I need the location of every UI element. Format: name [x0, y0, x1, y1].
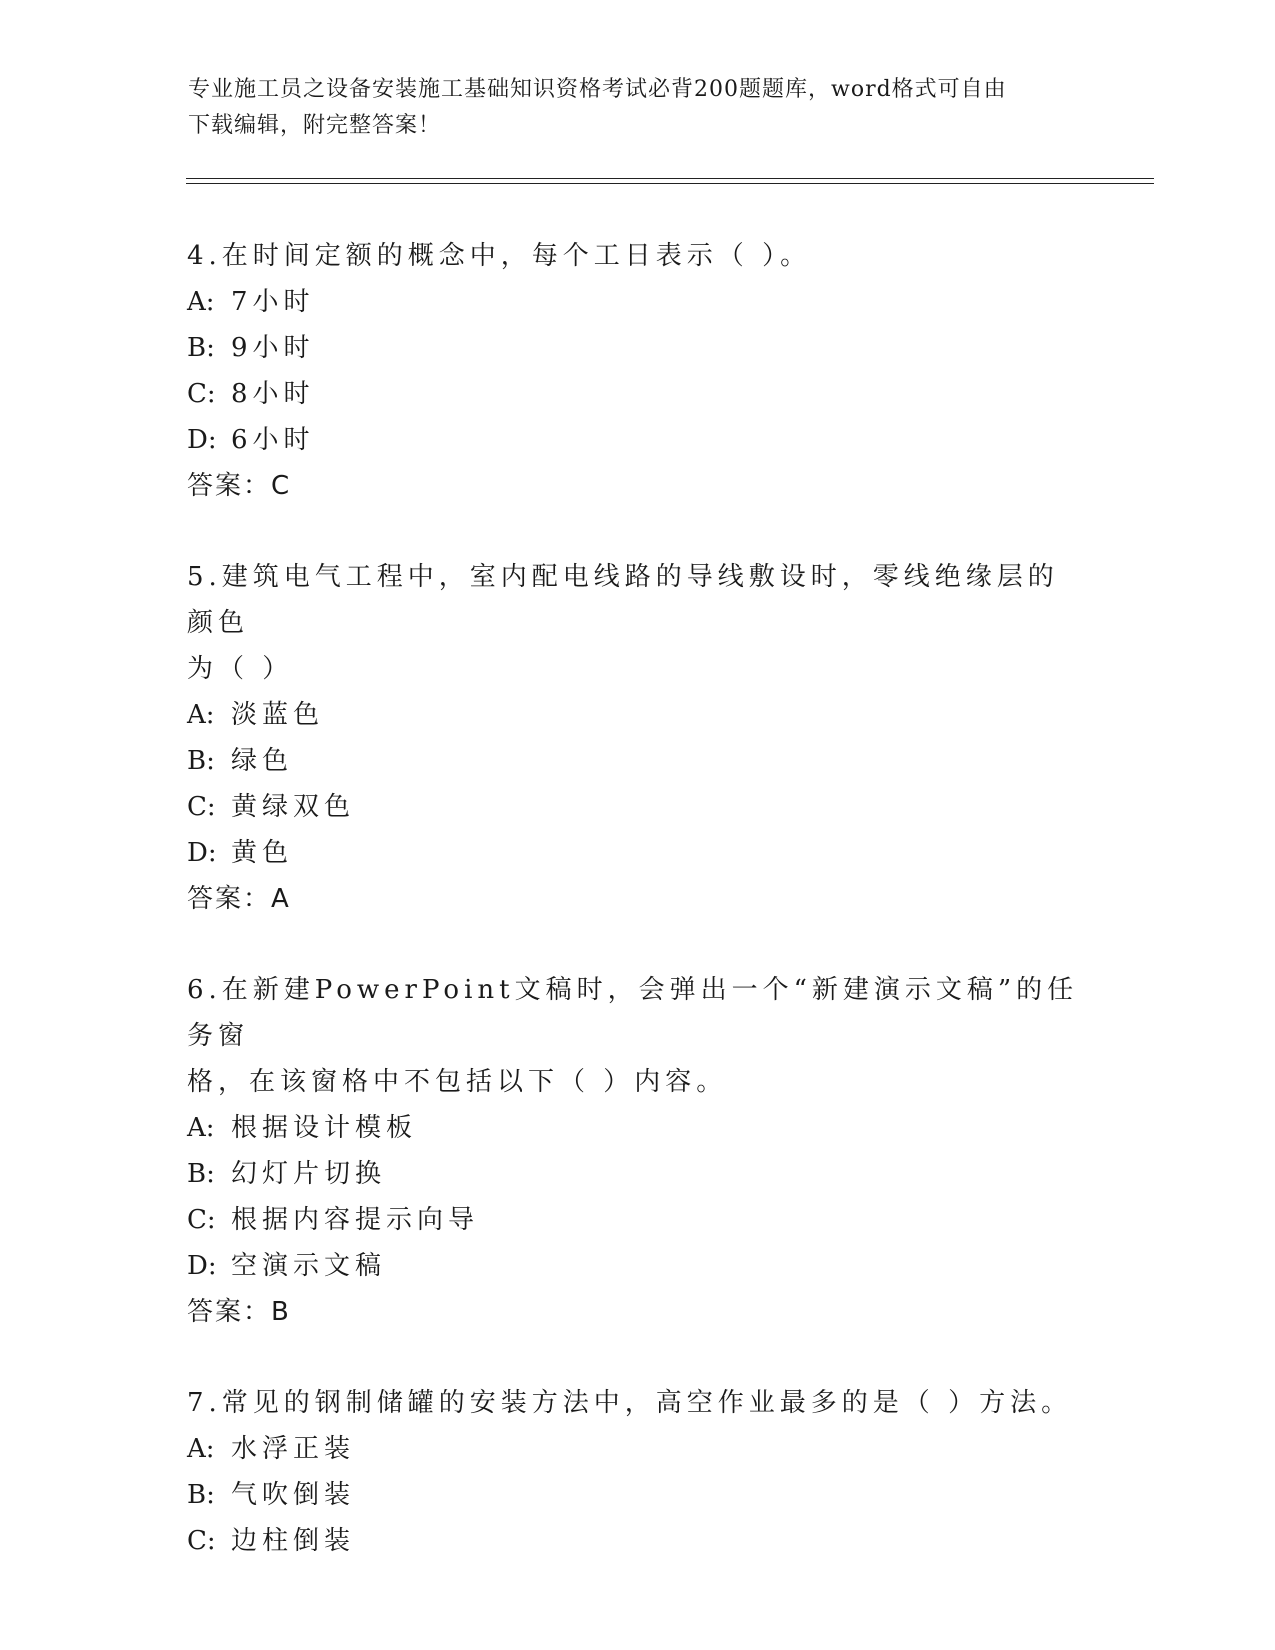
- document-header: [188, 72, 1088, 144]
- option-d: [187, 830, 1087, 876]
- question-stem: 5.建筑电气工程中，室内配电线路的导线敷设时，零线绝缘层的颜色: [187, 562, 1059, 638]
- header-line-1: 专业施工员之设备安装施工基础知识资格考试必背200题题库，word格式可自由: [188, 77, 1007, 102]
- header-divider-top: [186, 178, 1154, 179]
- question-stem-continued: 为（ ）: [187, 654, 294, 684]
- option-key: B:: [187, 1480, 215, 1510]
- question-item: [187, 967, 1087, 1335]
- option-text: 黄色: [231, 838, 294, 868]
- question-stem-continued: 格，在该窗格中不包括以下（ ）内容。: [187, 1067, 728, 1097]
- option-key: C:: [187, 792, 216, 822]
- option-key: B:: [187, 1159, 215, 1189]
- answer-line: 答案：C: [187, 471, 292, 501]
- question-item: [187, 554, 1087, 922]
- option-key: B:: [187, 746, 215, 776]
- question-item: [187, 233, 1087, 509]
- option-text: 根据内容提示向导: [231, 1205, 480, 1235]
- header-line-2: 下载编辑，附完整答案！: [188, 113, 442, 138]
- option-text: 9小时: [231, 333, 315, 363]
- question-stem: 4.在时间定额的概念中，每个工日表示（ ）。: [187, 241, 812, 271]
- option-text: 气吹倒装: [231, 1480, 356, 1510]
- option-text: 7小时: [231, 287, 315, 317]
- answer-line: 答案：A: [187, 884, 291, 914]
- option-b: [187, 1472, 1087, 1518]
- option-key: C:: [187, 1205, 216, 1235]
- option-text: 8小时: [231, 379, 315, 409]
- answer-line: 答案：B: [187, 1297, 291, 1327]
- option-key: A:: [187, 700, 215, 730]
- option-a: [187, 1426, 1087, 1472]
- option-a: [187, 1105, 1087, 1151]
- option-key: D:: [187, 838, 217, 868]
- option-key: C:: [187, 1526, 216, 1556]
- question-stem: 6.在新建PowerPoint文稿时，会弹出一个“新建演示文稿”的任务窗: [187, 975, 1079, 1051]
- option-a: [187, 279, 1087, 325]
- option-text: 幻灯片切换: [231, 1159, 387, 1189]
- option-text: 淡蓝色: [231, 700, 325, 730]
- option-c: [187, 1197, 1087, 1243]
- option-text: 空演示文稿: [231, 1251, 387, 1281]
- option-key: A:: [187, 287, 215, 317]
- option-d: [187, 1243, 1087, 1289]
- option-text: 边柱倒装: [231, 1526, 356, 1556]
- question-stem: 7.常见的钢制储罐的安装方法中，高空作业最多的是（ ）方法。: [187, 1388, 1073, 1418]
- option-text: 6小时: [231, 425, 315, 455]
- question-list: [187, 233, 1087, 1609]
- option-text: 根据设计模板: [231, 1113, 418, 1143]
- option-c: [187, 784, 1087, 830]
- option-c: [187, 1518, 1087, 1564]
- option-b: [187, 325, 1087, 371]
- option-key: A:: [187, 1434, 215, 1464]
- option-key: C:: [187, 379, 216, 409]
- option-b: [187, 738, 1087, 784]
- option-text: 黄绿双色: [231, 792, 356, 822]
- option-text: 绿色: [231, 746, 294, 776]
- option-b: [187, 1151, 1087, 1197]
- header-divider-bottom: [186, 183, 1154, 184]
- option-key: B:: [187, 333, 215, 363]
- question-item: [187, 1380, 1087, 1564]
- option-a: [187, 692, 1087, 738]
- option-key: D:: [187, 425, 217, 455]
- option-key: A:: [187, 1113, 215, 1143]
- option-d: [187, 417, 1087, 463]
- option-text: 水浮正装: [231, 1434, 356, 1464]
- option-key: D:: [187, 1251, 217, 1281]
- option-c: [187, 371, 1087, 417]
